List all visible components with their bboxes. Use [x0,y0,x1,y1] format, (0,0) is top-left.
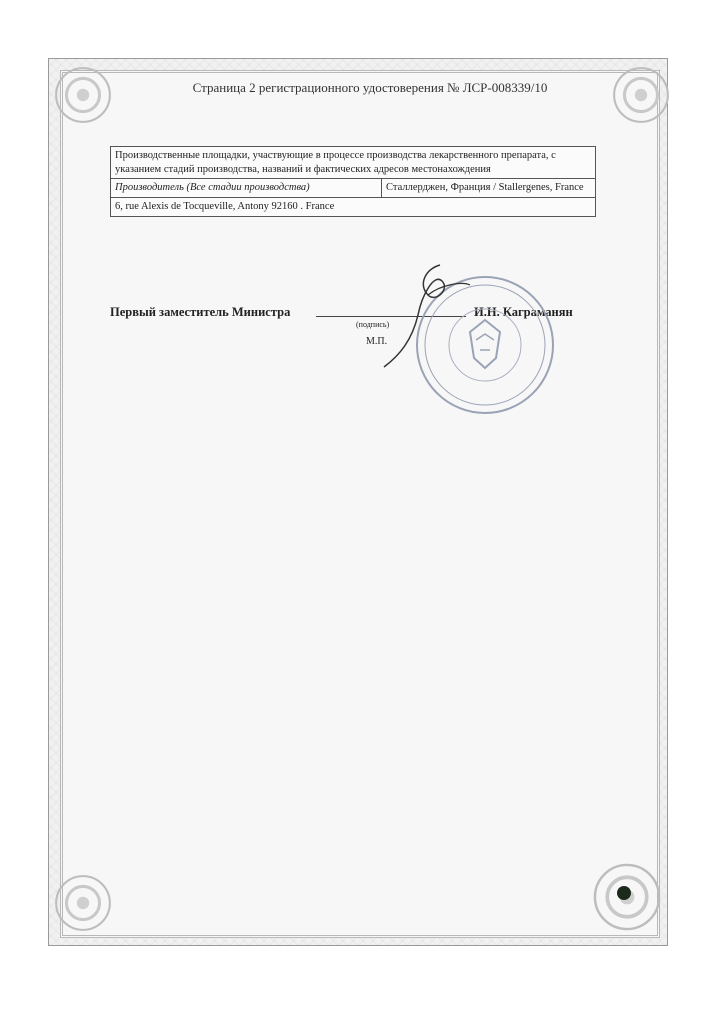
manufacturing-sites-table [110,146,596,217]
signatory-name: И.Н. Каграманян [474,305,573,319]
hologram-dot-icon [617,886,631,900]
corner-rosette-icon [52,872,114,934]
stamp-place-mark: М.П. [366,336,388,347]
signature-caption: (подпись) [356,320,390,329]
signatory-position: Первый заместитель Министра [110,305,291,319]
manufacturer-address-cell: 6, rue Alexis de Tocqueville, Antony 92160 . France [111,197,596,216]
table-heading: Производственные площадки, участвующие в процессе производства лекарственного препарата, с указанием стадий производства, названий и фактических адресов местонахождения [111,147,596,179]
manufacturer-role-cell: Производитель (Все стадии производства) [111,179,382,198]
manufacturer-company-cell: Сталлерджен, Франция / Stallergenes, France [382,179,596,198]
handwritten-signature-icon [370,255,480,375]
corner-rosette-icon [52,64,114,126]
page-title: Страница 2 регистрационного удостоверения № ЛСР-008339/10 [192,80,548,95]
